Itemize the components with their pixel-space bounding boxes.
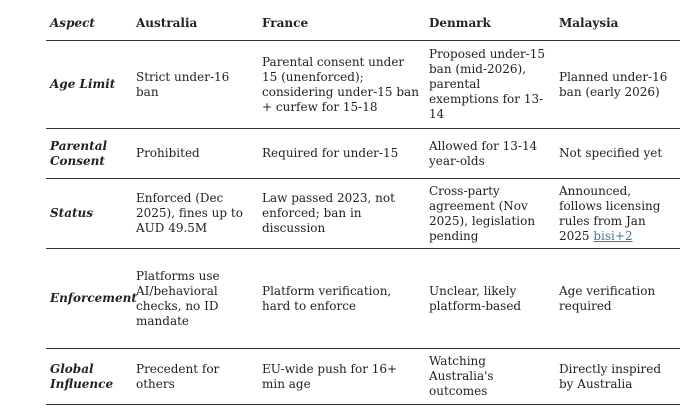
cell-denmark: Proposed under-15 ban (mid-2026), parental exemptions for 13-14	[429, 47, 545, 121]
cell-australia: Enforced (Dec 2025), fines up to AUD 49.5M	[136, 191, 243, 235]
cell-malaysia: Not specified yet	[559, 146, 663, 160]
citation-link[interactable]: bisi+2	[593, 228, 633, 243]
header-malaysia: Malaysia	[559, 15, 619, 30]
row-label-enforcement: Enforcement	[50, 291, 137, 305]
row-label-parental-consent: Parental Consent	[50, 138, 108, 168]
cell-malaysia: Directly inspired by Australia	[559, 361, 662, 391]
header-aspect: Aspect	[50, 15, 95, 30]
row-label-age-limit: Age Limit	[50, 77, 116, 91]
cell-australia: Platforms use AI/behavioral checks, no ID mandate	[136, 268, 220, 328]
cell-france: Parental consent under 15 (unenforced); considering under-15 ban + curfew for 15-18	[262, 54, 419, 114]
cell-denmark: Unclear, likely platform-based	[429, 283, 522, 313]
cell-denmark: Allowed for 13-14 year-olds	[429, 138, 538, 168]
cell-malaysia: Planned under-16 ban (early 2026)	[559, 69, 668, 99]
cell-australia: Precedent for others	[136, 361, 220, 391]
row-label-global-influence: Global Influence	[50, 361, 114, 391]
cell-france: Law passed 2023, not enforced; ban in discussion	[262, 191, 395, 235]
cell-denmark: Cross-party agreement (Nov 2025), legislation pending	[429, 183, 536, 243]
cell-denmark: Watching Australia's outcomes	[429, 354, 494, 398]
cell-australia: Strict under-16 ban	[136, 69, 230, 99]
cell-australia: Prohibited	[136, 146, 200, 160]
cell-malaysia-text: Announced, follows licensing rules from Jan 2025	[559, 183, 661, 243]
header-france: France	[262, 15, 309, 30]
table-row-age-limit	[46, 41, 680, 129]
cell-malaysia	[555, 179, 680, 249]
table-row-parental-consent	[46, 129, 680, 179]
row-label-status: Status	[50, 206, 94, 220]
header-denmark: Denmark	[429, 15, 491, 30]
cell-france: EU-wide push for 16+ min age	[262, 361, 398, 391]
cell-malaysia: Age verification required	[559, 283, 656, 313]
comparison-table	[46, 6, 680, 405]
cell-france: Platform verification, hard to enforce	[262, 283, 392, 313]
table-row-enforcement	[46, 249, 680, 349]
header-row	[46, 6, 680, 41]
table-row-global-influence	[46, 349, 680, 405]
header-australia: Australia	[136, 15, 198, 30]
table-row-status	[46, 179, 680, 249]
cell-france: Required for under-15	[262, 146, 399, 160]
